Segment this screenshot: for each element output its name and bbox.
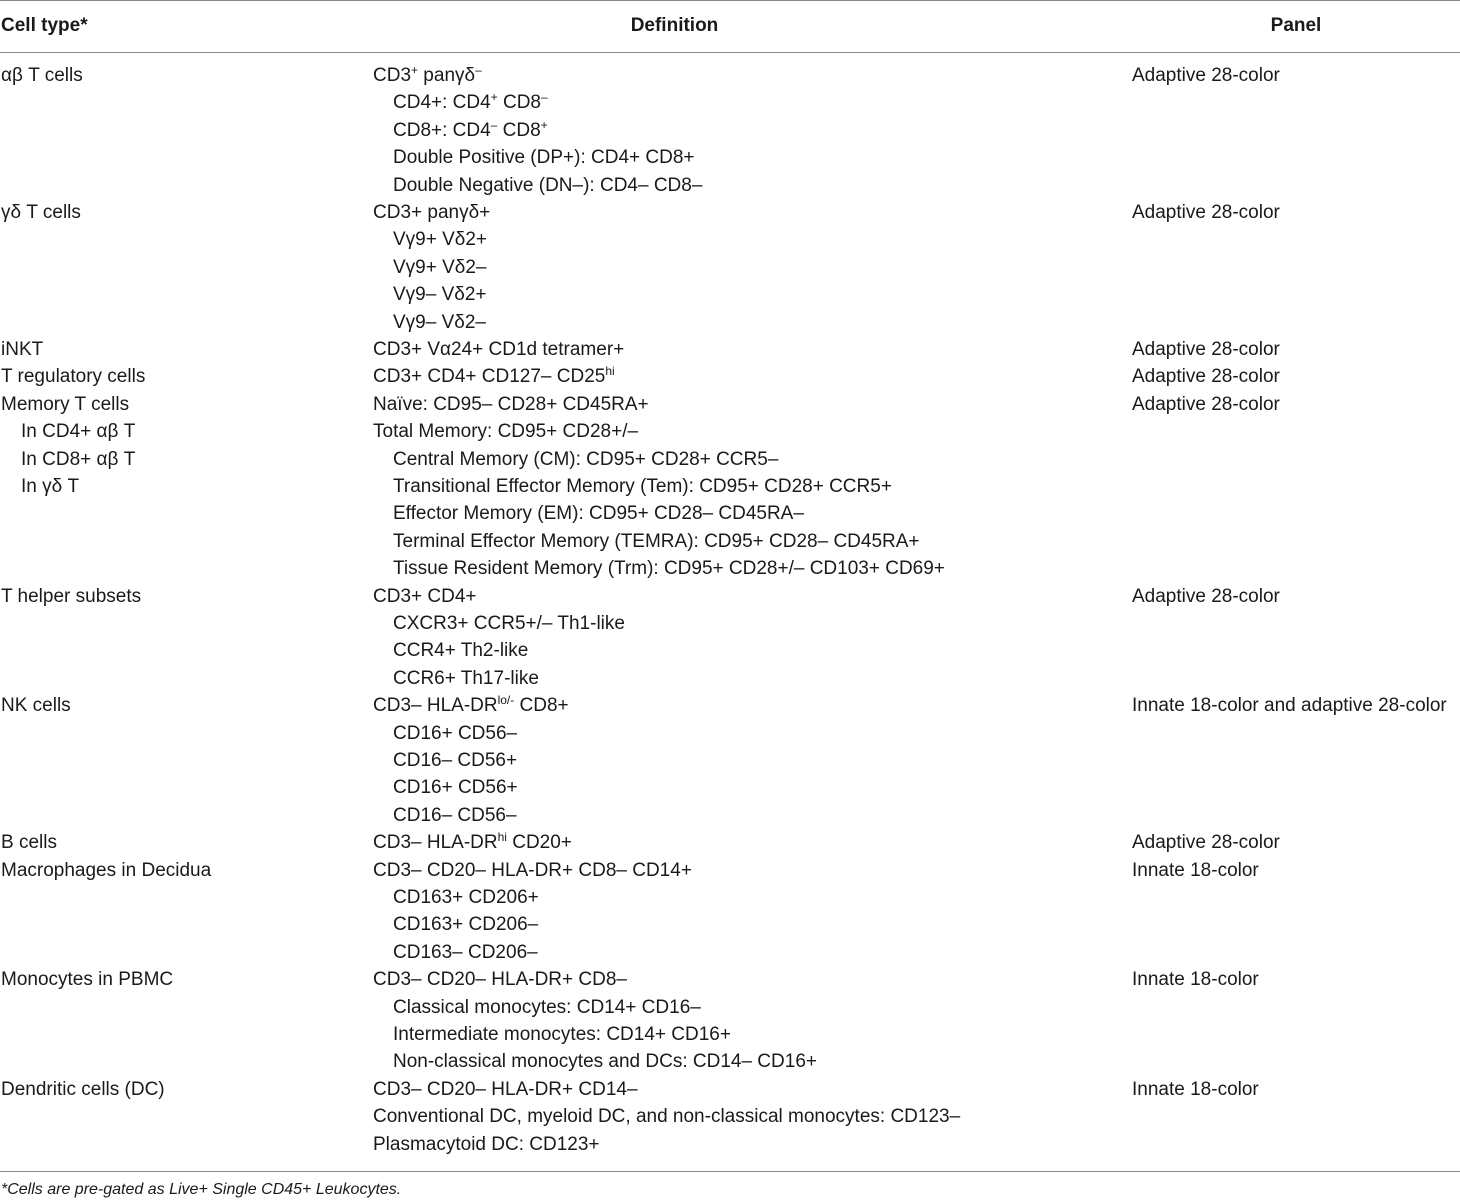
cell-text: Monocytes in PBMC	[1, 969, 174, 991]
cell-line	[373, 692, 1123, 719]
panel-cell	[1132, 62, 1460, 89]
cell-type-cell	[1, 692, 361, 719]
cell-text: Non-classical monocytes and DCs: CD14– CD16+	[393, 1051, 817, 1073]
definition-cell	[373, 336, 1123, 363]
cell-text: In CD8+ αβ T	[21, 448, 136, 470]
table-row	[0, 1076, 1460, 1158]
definition-cell	[373, 62, 1123, 199]
cell-line	[373, 637, 1123, 664]
cell-text: In γδ T	[21, 475, 80, 497]
cell-line	[373, 528, 1123, 555]
cell-text: Vγ9– Vδ2+	[393, 284, 487, 306]
header-definition: Definition	[630, 15, 719, 36]
cell-text: CCR4+ Th2-like	[393, 640, 529, 662]
cell-line	[373, 994, 1123, 1021]
cell-line	[373, 172, 1123, 199]
cell-line	[373, 966, 1123, 993]
cell-text: Dendritic cells (DC)	[1, 1078, 165, 1100]
table-row	[0, 692, 1460, 829]
cell-line	[373, 555, 1123, 582]
cell-type-cell	[1, 62, 361, 89]
cell-line	[373, 418, 1123, 445]
cell-line	[373, 583, 1123, 610]
definition-cell	[373, 1076, 1123, 1158]
cell-type-cell	[1, 857, 361, 884]
definition-cell	[373, 583, 1123, 693]
cell-text: Terminal Effector Memory (TEMRA): CD95+ CD28– CD45RA+	[393, 530, 920, 552]
cell-text: CD3– CD20– HLA-DR+ CD8–	[373, 969, 627, 991]
cell-text: CD8+	[514, 695, 569, 717]
cell-line	[373, 1021, 1123, 1048]
table-row	[0, 583, 1460, 693]
panel-text: Innate 18-color	[1132, 1078, 1259, 1100]
panel-cell	[1132, 583, 1460, 610]
panel-cell	[1132, 692, 1460, 719]
cell-text: Conventional DC, myeloid DC, and non-classical monocytes: CD123–	[373, 1106, 961, 1128]
panel-text: Adaptive 28-color	[1132, 339, 1280, 360]
superscript: hi	[497, 830, 507, 845]
panel-cell	[1132, 363, 1460, 390]
table-row	[0, 829, 1460, 856]
cell-text: CD3– HLA-DR	[373, 695, 498, 717]
cell-line	[373, 62, 1123, 89]
cell-line	[373, 391, 1123, 418]
cell-text: Plasmacytoid DC: CD123+	[373, 1133, 600, 1155]
cell-text: Double Negative (DN–): CD4– CD8–	[393, 174, 703, 196]
table-bottom-rule	[0, 1171, 1460, 1172]
cell-text: Central Memory (CM): CD95+ CD28+ CCR5–	[393, 448, 779, 470]
definition-cell	[373, 829, 1123, 856]
definition-cell	[373, 966, 1123, 1076]
definition-cell	[373, 391, 1123, 583]
cell-text: CD163+ CD206+	[393, 886, 539, 908]
cell-text: CD8+: CD4	[393, 119, 491, 141]
cell-text: CD16+ CD56–	[393, 722, 518, 744]
cell-line	[1, 857, 361, 884]
table-row	[0, 199, 1460, 336]
cell-text: CXCR3+ CCR5+/– Th1-like	[393, 612, 625, 634]
superscript: hi	[605, 364, 615, 379]
cell-line	[373, 774, 1123, 801]
cell-type-cell	[1, 583, 361, 610]
table-header-rule	[0, 52, 1460, 53]
cell-type-cell	[1, 966, 361, 993]
cell-line	[373, 911, 1123, 938]
cell-text: αβ T cells	[1, 65, 83, 86]
cell-text: Vγ9+ Vδ2+	[393, 229, 488, 251]
cell-line	[373, 446, 1123, 473]
cell-text: Vγ9+ Vδ2–	[393, 256, 487, 278]
panel-text: Adaptive 28-color	[1132, 202, 1280, 223]
cell-text: Memory T cells	[1, 393, 130, 415]
cell-text: Macrophages in Decidua	[1, 859, 212, 881]
header-cell-type: Cell type*	[1, 15, 88, 36]
cell-type-cell	[1, 363, 361, 390]
cell-line	[373, 802, 1123, 829]
cell-type-cell	[1, 336, 361, 363]
cell-text: Effector Memory (EM): CD95+ CD28– CD45RA–	[393, 503, 804, 525]
panel-text: Innate 18-color and adaptive 28-color	[1132, 695, 1447, 717]
cell-line	[373, 336, 1123, 363]
cell-text: B cells	[1, 832, 57, 854]
cell-text: Naïve: CD95– CD28+ CD45RA+	[373, 393, 649, 415]
superscript: –	[540, 90, 548, 105]
cell-line	[1, 473, 361, 500]
cell-text: CD3+ CD4+	[373, 585, 477, 607]
cell-type-cell	[1, 391, 361, 501]
cell-type-cell	[1, 1076, 361, 1103]
panel-cell	[1132, 1076, 1460, 1103]
table-row	[0, 62, 1460, 199]
table-row	[0, 857, 1460, 967]
cell-line	[373, 857, 1123, 884]
table-body	[0, 62, 1460, 1158]
cell-text: panγδ	[418, 65, 476, 86]
cell-text: CD163+ CD206–	[393, 914, 539, 936]
cell-line	[1, 966, 361, 993]
superscript: –	[475, 63, 482, 77]
cell-line	[373, 254, 1123, 281]
cell-text: Total Memory: CD95+ CD28+/–	[373, 421, 639, 443]
cell-line	[373, 665, 1123, 692]
table-row	[0, 363, 1460, 390]
cell-line	[373, 720, 1123, 747]
cell-line	[1, 363, 361, 390]
cell-line	[1, 62, 361, 89]
cell-text: CD20+	[506, 832, 572, 854]
cell-line	[373, 1103, 1123, 1130]
cell-line	[1, 446, 361, 473]
panel-text: Innate 18-color	[1132, 859, 1259, 881]
panel-cell	[1132, 857, 1460, 884]
cell-text: CD3+ Vα24+ CD1d tetramer+	[373, 339, 625, 360]
table-row	[0, 391, 1460, 583]
cell-line	[1, 692, 361, 719]
cell-text: CD8	[497, 92, 541, 114]
cell-text: CD3	[373, 65, 412, 86]
panel-cell	[1132, 336, 1460, 363]
cell-line	[373, 226, 1123, 253]
panel-text: Innate 18-color	[1132, 969, 1259, 991]
cell-text: γδ T cells	[1, 202, 81, 223]
superscript: –	[490, 117, 498, 132]
panel-text: Adaptive 28-color	[1132, 366, 1280, 388]
table-row	[0, 966, 1460, 1076]
cell-text: CD163– CD206–	[393, 941, 538, 963]
cell-line	[373, 473, 1123, 500]
cell-text: CD3+ CD4+ CD127– CD25	[373, 366, 606, 388]
cell-text: Double Positive (DP+): CD4+ CD8+	[393, 147, 695, 169]
cell-line	[373, 89, 1123, 116]
cell-line	[1, 418, 361, 445]
cell-line	[373, 1076, 1123, 1103]
superscript: lo/-	[497, 693, 515, 708]
panel-text: Adaptive 28-color	[1132, 585, 1280, 607]
cell-line	[1, 336, 361, 363]
cell-type-cell	[1, 829, 361, 856]
definition-cell	[373, 692, 1123, 829]
panel-text: Adaptive 28-color	[1132, 832, 1280, 854]
table-row	[0, 336, 1460, 363]
cell-line	[373, 1048, 1123, 1075]
cell-text: CD16– CD56+	[393, 749, 518, 771]
cell-line	[1, 1076, 361, 1103]
cell-text: CD3+ panγδ+	[373, 202, 491, 223]
cell-text: Intermediate monocytes: CD14+ CD16+	[393, 1023, 731, 1045]
cell-text: Transitional Effector Memory (Tem): CD95+ CD28+ CCR5+	[393, 475, 892, 497]
cell-line	[1, 199, 361, 226]
cell-line	[373, 939, 1123, 966]
cell-line	[373, 363, 1123, 390]
cell-text: Tissue Resident Memory (Trm): CD95+ CD28+/– CD103+ CD69+	[393, 558, 945, 580]
cell-type-cell	[1, 199, 361, 226]
cell-text: T helper subsets	[1, 585, 142, 607]
cell-line	[373, 500, 1123, 527]
table-header	[0, 0, 1460, 52]
cell-line	[373, 829, 1123, 856]
superscript: +	[490, 90, 498, 105]
cell-line	[373, 1131, 1123, 1158]
panel-text: Adaptive 28-color	[1132, 393, 1280, 415]
cell-line	[373, 144, 1123, 171]
cell-line	[373, 309, 1123, 336]
cell-line	[373, 884, 1123, 911]
definition-cell	[373, 363, 1123, 390]
cell-line	[1, 391, 361, 418]
cell-line	[373, 610, 1123, 637]
panel-text: Adaptive 28-color	[1132, 65, 1280, 86]
cell-text: CD3– CD20– HLA-DR+ CD14–	[373, 1078, 638, 1100]
cell-text: Vγ9– Vδ2–	[393, 311, 486, 333]
cell-line	[373, 117, 1123, 144]
cell-text: NK cells	[1, 695, 71, 717]
table-footnote: *Cells are pre-gated as Live+ Single CD45+ Leukocytes.	[1, 1181, 402, 1198]
cell-text: CD4+: CD4	[393, 92, 491, 114]
panel-cell	[1132, 966, 1460, 993]
panel-cell	[1132, 829, 1460, 856]
cell-text: CD3– HLA-DR	[373, 832, 498, 854]
cell-line	[373, 747, 1123, 774]
definition-cell	[373, 857, 1123, 967]
panel-cell	[1132, 391, 1460, 418]
cell-line	[1, 583, 361, 610]
header-panel: Panel	[1270, 15, 1322, 36]
cell-text: CD8	[497, 119, 541, 141]
cell-text: CD16– CD56–	[393, 804, 517, 826]
superscript: +	[411, 63, 419, 77]
cell-text: CCR6+ Th17-like	[393, 667, 539, 689]
cell-text: Classical monocytes: CD14+ CD16–	[393, 996, 701, 1018]
cell-text: In CD4+ αβ T	[21, 421, 136, 443]
panel-cell	[1132, 199, 1460, 226]
cell-line	[373, 281, 1123, 308]
definition-cell	[373, 199, 1123, 336]
cell-text: T regulatory cells	[1, 366, 146, 388]
cell-line	[373, 199, 1123, 226]
cell-line	[1, 829, 361, 856]
cell-text: CD16+ CD56+	[393, 777, 518, 799]
cell-text: CD3– CD20– HLA-DR+ CD8– CD14+	[373, 859, 692, 881]
superscript: +	[540, 117, 548, 132]
cell-text: iNKT	[1, 339, 44, 360]
